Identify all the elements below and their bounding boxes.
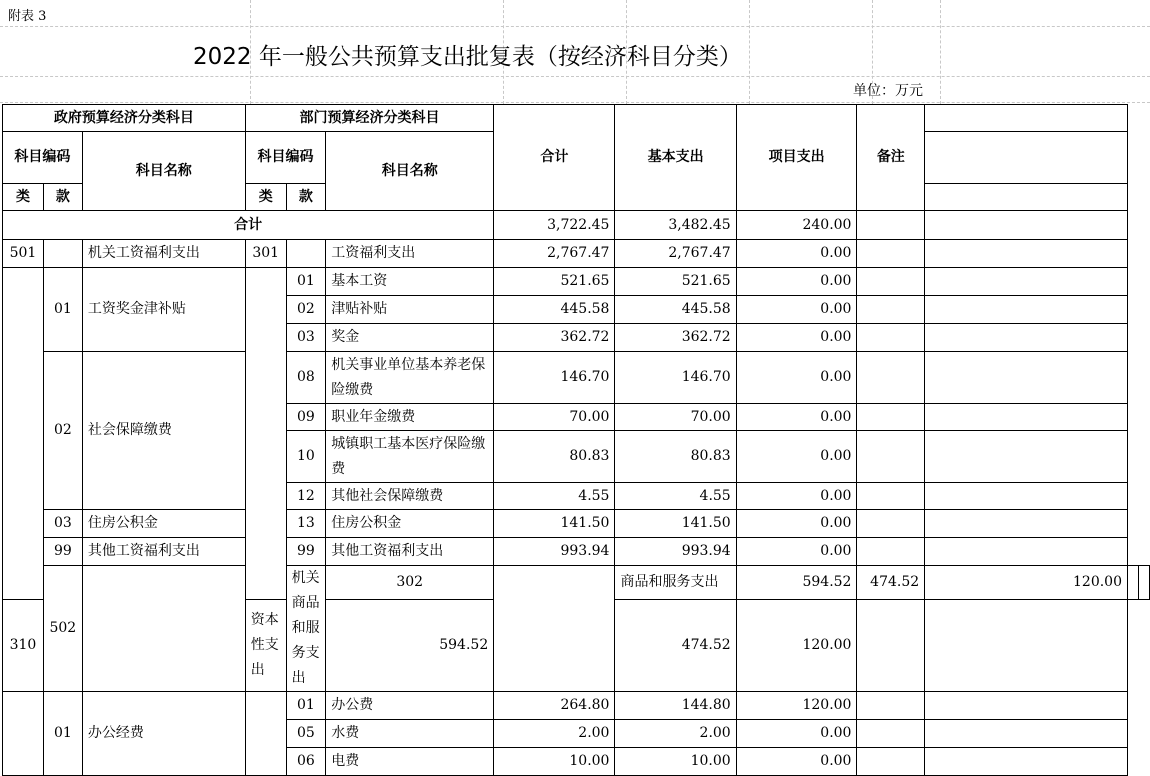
- gov-lei-span-cell: [3, 268, 44, 600]
- note-cell: [857, 324, 925, 352]
- note-cell: [1128, 566, 1139, 600]
- project-cell: 0.00: [736, 510, 857, 538]
- basic-cell: 80.83: [615, 431, 736, 483]
- gov-name-cell: 工资奖金津补贴: [82, 268, 245, 352]
- table-row: [3, 566, 1150, 600]
- gov-name-cell: 社会保障缴费: [82, 352, 245, 510]
- table-row: [3, 510, 1150, 538]
- project-cell: 0.00: [736, 352, 857, 404]
- basic-cell: 2.00: [615, 720, 736, 748]
- total-cell: 594.52: [736, 566, 857, 600]
- note-cell: [857, 483, 925, 510]
- extra-cell: [925, 483, 1128, 510]
- extra-cell: [1139, 566, 1150, 600]
- attachment-label: 附表 3: [8, 9, 47, 24]
- note-cell: [857, 404, 925, 431]
- page-title: 2022 年一般公共预算支出批复表（按经济科目分类）: [193, 44, 742, 70]
- basic-value: 3,482.45: [615, 211, 736, 240]
- gov-kuan-cell: [43, 240, 82, 268]
- gov-name-cell: 机关商品和服务支出: [286, 566, 326, 692]
- dept-lei-cell: 302: [326, 566, 494, 600]
- gov-name-cell: 其他工资福利支出: [82, 538, 245, 566]
- dept-lei-span-cell: [245, 692, 286, 776]
- extra-cell: [925, 510, 1128, 538]
- dept-name-cell: 住房公积金: [326, 510, 494, 538]
- gov-name-cell: 办公经费: [82, 692, 245, 776]
- total-cell: 264.80: [494, 692, 615, 720]
- dept-kuan-cell: 01: [286, 268, 326, 296]
- total-label: 合计: [3, 211, 494, 240]
- project-cell: 120.00: [736, 692, 857, 720]
- gov-name-cell: 机关工资福利支出: [82, 240, 245, 268]
- dept-name-cell: 城镇职工基本医疗保险缴费: [326, 431, 494, 483]
- dept-kuan-cell: 02: [286, 296, 326, 324]
- extra-cell: [925, 184, 1128, 211]
- total-cell: 70.00: [494, 404, 615, 431]
- dept-name-cell: 工资福利支出: [326, 240, 494, 268]
- total-cell: 10.00: [494, 748, 615, 776]
- table-row: [3, 692, 1150, 720]
- dept-lei-cell: 310: [3, 599, 44, 691]
- basic-cell: 474.52: [857, 566, 925, 600]
- basic-cell: 993.94: [615, 538, 736, 566]
- unit-label: 单位：万元: [853, 83, 923, 99]
- table-row: [3, 538, 1150, 566]
- project-cell: 0.00: [736, 720, 857, 748]
- extra-cell: [925, 538, 1128, 566]
- note-cell: [857, 599, 925, 691]
- note-cell: [857, 240, 925, 268]
- project-cell: 0.00: [736, 404, 857, 431]
- note-cell: [857, 211, 925, 240]
- project-cell: 120.00: [925, 566, 1128, 600]
- note-cell: [857, 720, 925, 748]
- dept-kuan-cell: 99: [286, 538, 326, 566]
- extra-cell: [925, 692, 1128, 720]
- extra-cell: [925, 211, 1128, 240]
- project-cell: 0.00: [736, 483, 857, 510]
- extra-cell: [925, 404, 1128, 431]
- basic-cell: 445.58: [615, 296, 736, 324]
- basic-cell: 141.50: [615, 510, 736, 538]
- gov-class-header: 政府预算经济分类科目: [3, 105, 246, 132]
- extra-cell: [925, 324, 1128, 352]
- dept-kuan-cell: 06: [286, 748, 326, 776]
- total-cell: 2,767.47: [494, 240, 615, 268]
- extra-cell: [925, 599, 1128, 691]
- dept-name-cell: 基本工资: [326, 268, 494, 296]
- note-cell: [857, 692, 925, 720]
- note-cell: [857, 510, 925, 538]
- dept-name-cell: 职业年金缴费: [326, 404, 494, 431]
- project-cell: 0.00: [736, 296, 857, 324]
- dept-name-cell: 津贴补贴: [326, 296, 494, 324]
- dept-lei-header: 类: [245, 184, 286, 211]
- dept-kuan-cell: 13: [286, 510, 326, 538]
- note-cell: [857, 748, 925, 776]
- dept-kuan-cell: 05: [286, 720, 326, 748]
- total-cell: 146.70: [494, 352, 615, 404]
- basic-cell: 4.55: [615, 483, 736, 510]
- gov-kuan-cell: 01: [43, 692, 82, 776]
- extra-cell: [925, 240, 1128, 268]
- dept-kuan-cell: 01: [286, 692, 326, 720]
- dept-code-header: 科目编码: [245, 132, 325, 184]
- extra-cell: [925, 268, 1128, 296]
- project-cell: 0.00: [736, 268, 857, 296]
- basic-cell: 144.80: [615, 692, 736, 720]
- extra-cell: [925, 132, 1128, 184]
- project-cell: 0.00: [736, 431, 857, 483]
- project-value: 240.00: [736, 211, 857, 240]
- dept-name-cell: 资本性支出: [245, 599, 286, 691]
- total-value: 3,722.45: [494, 211, 615, 240]
- note-cell: [857, 352, 925, 404]
- project-cell: 0.00: [736, 748, 857, 776]
- project-cell: 0.00: [736, 324, 857, 352]
- basic-header: 基本支出: [615, 105, 736, 211]
- gov-lei-header: 类: [3, 184, 44, 211]
- gov-code-header: 科目编码: [3, 132, 83, 184]
- total-cell: 594.52: [326, 599, 494, 691]
- project-cell: 0.00: [736, 538, 857, 566]
- gov-kuan-cell: 01: [43, 268, 82, 352]
- gov-name-cell: 住房公积金: [82, 510, 245, 538]
- gov-lei-cell: 501: [3, 240, 44, 268]
- note-cell: [857, 431, 925, 483]
- dept-kuan-cell: 10: [286, 431, 326, 483]
- basic-cell: 521.65: [615, 268, 736, 296]
- gov-kuan-cell: 03: [43, 510, 82, 538]
- note-cell: [857, 538, 925, 566]
- total-cell: 521.65: [494, 268, 615, 296]
- basic-cell: 146.70: [615, 352, 736, 404]
- dept-name-cell: 其他社会保障缴费: [326, 483, 494, 510]
- budget-table: [2, 104, 1150, 776]
- header-row: [3, 105, 1150, 132]
- basic-cell: 2,767.47: [615, 240, 736, 268]
- total-cell: 80.83: [494, 431, 615, 483]
- total-row: [3, 211, 1150, 240]
- note-cell: [857, 296, 925, 324]
- total-cell: 2.00: [494, 720, 615, 748]
- dept-name-cell: 商品和服务支出: [615, 566, 736, 600]
- dept-kuan-cell: 09: [286, 404, 326, 431]
- gov-kuan-cell: [82, 566, 245, 692]
- dept-kuan-cell: 03: [286, 324, 326, 352]
- dept-name-header: 科目名称: [326, 132, 494, 211]
- table-row: [3, 240, 1150, 268]
- dept-class-header: 部门预算经济分类科目: [245, 105, 493, 132]
- gov-lei-span-cell: [3, 692, 44, 776]
- dept-kuan-cell: 12: [286, 483, 326, 510]
- table-row: [3, 268, 1150, 296]
- basic-cell: 70.00: [615, 404, 736, 431]
- basic-cell: 10.00: [615, 748, 736, 776]
- total-cell: 141.50: [494, 510, 615, 538]
- dept-name-cell: 奖金: [326, 324, 494, 352]
- extra-cell: [925, 296, 1128, 324]
- basic-cell: 474.52: [615, 599, 736, 691]
- note-cell: [857, 268, 925, 296]
- basic-cell: 362.72: [615, 324, 736, 352]
- total-header: 合计: [494, 105, 615, 211]
- dept-kuan-header: 款: [286, 184, 326, 211]
- total-cell: 993.94: [494, 538, 615, 566]
- total-cell: 445.58: [494, 296, 615, 324]
- table-row: [3, 352, 1150, 404]
- gov-kuan-header: 款: [43, 184, 82, 211]
- dept-name-cell: 其他工资福利支出: [326, 538, 494, 566]
- gov-kuan-cell: 99: [43, 538, 82, 566]
- total-cell: 362.72: [494, 324, 615, 352]
- dept-name-cell: 电费: [326, 748, 494, 776]
- dept-lei-cell: 301: [245, 240, 286, 268]
- note-header: 备注: [857, 105, 925, 211]
- total-cell: 4.55: [494, 483, 615, 510]
- dept-name-cell: 水费: [326, 720, 494, 748]
- dept-name-cell: 机关事业单位基本养老保险缴费: [326, 352, 494, 404]
- project-header: 项目支出: [736, 105, 857, 211]
- gov-lei-cell: 502: [43, 566, 82, 692]
- extra-cell: [925, 748, 1128, 776]
- extra-cell: [925, 720, 1128, 748]
- project-cell: 120.00: [736, 599, 857, 691]
- gov-kuan-cell: 02: [43, 352, 82, 510]
- extra-cell: [925, 105, 1128, 132]
- dept-lei-span-cell: [245, 268, 286, 600]
- extra-cell: [925, 431, 1128, 483]
- project-cell: 0.00: [736, 240, 857, 268]
- dept-name-cell: 办公费: [326, 692, 494, 720]
- dept-kuan-cell: 08: [286, 352, 326, 404]
- dept-kuan-cell: [494, 566, 615, 692]
- extra-cell: [925, 352, 1128, 404]
- dept-kuan-cell: [286, 240, 326, 268]
- gov-name-header: 科目名称: [82, 132, 245, 211]
